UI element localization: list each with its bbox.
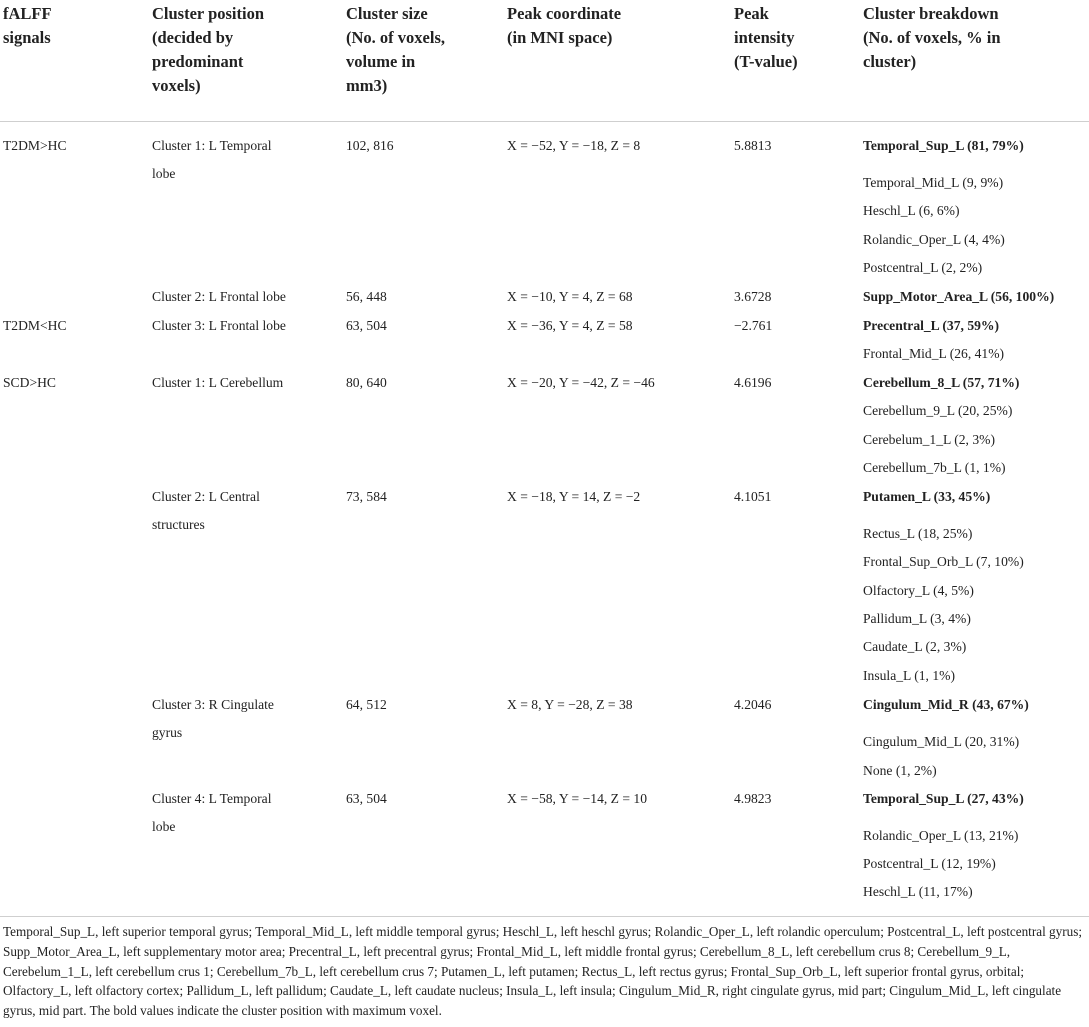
header-peak-coordinate: Peak coordinate (in MNI space): [507, 4, 622, 47]
breakdown-item: Cerebelum_1_L (2, 3%): [863, 432, 995, 447]
breakdown-item: Rectus_L (18, 25%): [863, 526, 973, 541]
row-signal: T2DM>HC: [3, 138, 67, 153]
row-position: Cluster 3: R Cingulate: [152, 697, 274, 712]
row-position-cont: structures: [152, 517, 205, 532]
header-cluster-position: Cluster position (decided by predominant voxels): [152, 4, 265, 95]
row-intensity: 4.2046: [734, 697, 772, 712]
breakdown-item: Heschl_L (11, 17%): [863, 884, 973, 899]
row-size: 63, 504: [346, 318, 387, 333]
row-intensity: 3.6728: [734, 289, 772, 304]
breakdown-item: Insula_L (1, 1%): [863, 668, 955, 683]
breakdown-item: Putamen_L (33, 45%): [863, 489, 991, 504]
row-position: Cluster 1: L Temporal: [152, 138, 272, 153]
row-size: 80, 640: [346, 375, 387, 390]
breakdown-item: Pallidum_L (3, 4%): [863, 611, 971, 626]
header-cluster-breakdown: Cluster breakdown (No. of voxels, % in cluster): [863, 4, 1001, 71]
breakdown-item: Caudate_L (2, 3%): [863, 639, 967, 654]
row-coordinate: X = −10, Y = 4, Z = 68: [507, 289, 633, 304]
table-bottom-rule: [0, 916, 1089, 917]
breakdown-item: Cerebellum_9_L (20, 25%): [863, 403, 1013, 418]
breakdown-item: Temporal_Mid_L (9, 9%): [863, 175, 1004, 190]
breakdown-item: Temporal_Sup_L (27, 43%): [863, 791, 1024, 806]
row-intensity: 4.1051: [734, 489, 772, 504]
breakdown-item: Cerebellum_7b_L (1, 1%): [863, 460, 1006, 475]
row-intensity: 4.9823: [734, 791, 772, 806]
breakdown-item: Supp_Motor_Area_L (56, 100%): [863, 289, 1055, 304]
header-signals: fALFF signals: [3, 4, 52, 47]
breakdown-item: Heschl_L (6, 6%): [863, 203, 960, 218]
row-intensity: −2.761: [734, 318, 773, 333]
breakdown-item: Temporal_Sup_L (81, 79%): [863, 138, 1024, 153]
header-cluster-size: Cluster size (No. of voxels, volume in mm3): [346, 4, 445, 95]
row-position: Cluster 4: L Temporal: [152, 791, 272, 806]
row-position-cont: lobe: [152, 819, 176, 834]
row-position: Cluster 1: L Cerebellum: [152, 375, 284, 390]
breakdown-item: Precentral_L (37, 59%): [863, 318, 1000, 333]
breakdown-item: Cerebellum_8_L (57, 71%): [863, 375, 1020, 390]
breakdown-item: Cingulum_Mid_R (43, 67%): [863, 697, 1029, 712]
breakdown-item: Cingulum_Mid_L (20, 31%): [863, 734, 1020, 749]
row-coordinate: X = −36, Y = 4, Z = 58: [507, 318, 633, 333]
row-coordinate: X = 8, Y = −28, Z = 38: [507, 697, 633, 712]
breakdown-item: Olfactory_L (4, 5%): [863, 583, 974, 598]
row-position-cont: gyrus: [152, 725, 183, 740]
row-size: 73, 584: [346, 489, 387, 504]
row-signal: SCD>HC: [3, 375, 56, 390]
row-intensity: 5.8813: [734, 138, 772, 153]
row-coordinate: X = −58, Y = −14, Z = 10: [507, 791, 648, 806]
row-coordinate: X = −18, Y = 14, Z = −2: [507, 489, 641, 504]
row-position: Cluster 3: L Frontal lobe: [152, 318, 286, 333]
row-position-cont: lobe: [152, 166, 176, 181]
row-size: 64, 512: [346, 697, 387, 712]
table-footnote: Temporal_Sup_L, left superior temporal gyrus; Temporal_Mid_L, left middle temporal gyrus; Heschl_L, left heschl gyrus; Rolandic_Oper_L, left rolandic operculum; Postcentral_L, left postcentral gyrus; Supp_Motor_Area_L, left supplementary motor area; Precentral_L, left precentral gyrus; Frontal_Mid_L, left middle frontal gyrus; Cerebellum_8_L, left cerebellum crus 8; Cerebellum_9_L, Cerebelum_1_L, left cerebellum crus 1; Cerebellum_7b_L, left cerebellum crus 7; Putamen_L, left putamen; Rectus_L, left rectus gyrus; Frontal_Sup_Orb_L, left superior frontal gyrus, orbital; Olfactory_L, left olfactory cortex; Pallidum_L, left pallidum; Caudate_L, left caudate nucleus; Insula_L, left insula; Cingulum_Mid_R, right cingulate gyrus, mid part; Cingulum_Mid_L, left cingulate gyrus, mid part. The bold values indicate the cluster position with maximum voxel.: [3, 924, 1083, 1019]
header-rule: [0, 121, 1089, 122]
breakdown-item: Frontal_Sup_Orb_L (7, 10%): [863, 554, 1024, 569]
row-intensity: 4.6196: [734, 375, 772, 390]
row-coordinate: X = −20, Y = −42, Z = −46: [507, 375, 655, 390]
row-size: 102, 816: [346, 138, 394, 153]
row-position: Cluster 2: L Frontal lobe: [152, 289, 286, 304]
header-peak-intensity: Peak intensity (T-value): [734, 4, 798, 71]
breakdown-item: None (1, 2%): [863, 763, 937, 778]
row-coordinate: X = −52, Y = −18, Z = 8: [507, 138, 641, 153]
row-size: 56, 448: [346, 289, 387, 304]
breakdown-item: Postcentral_L (2, 2%): [863, 260, 983, 275]
breakdown-item: Rolandic_Oper_L (4, 4%): [863, 232, 1005, 247]
breakdown-item: Frontal_Mid_L (26, 41%): [863, 346, 1005, 361]
breakdown-item: Rolandic_Oper_L (13, 21%): [863, 828, 1019, 843]
row-signal: T2DM<HC: [3, 318, 67, 333]
row-position: Cluster 2: L Central: [152, 489, 260, 504]
row-size: 63, 504: [346, 791, 387, 806]
breakdown-item: Postcentral_L (12, 19%): [863, 856, 996, 871]
